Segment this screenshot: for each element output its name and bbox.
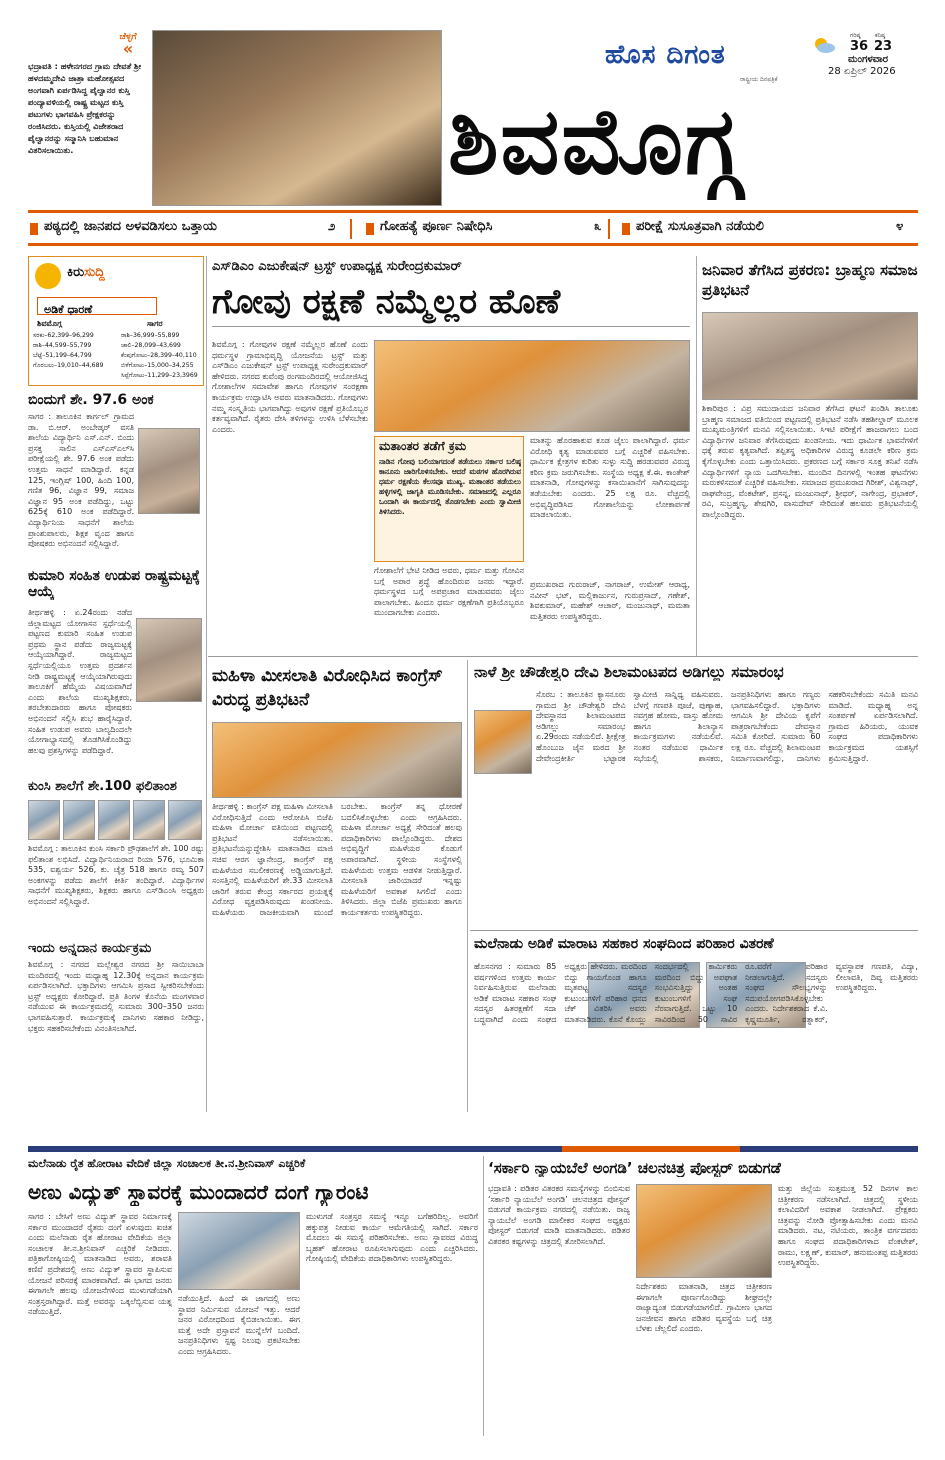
anu-text-c: ಮುಳುಗಡೆ ಸಂತ್ರಸ್ತರ ಸಮಸ್ಯೆ ಇನ್ನೂ ಬಗೆಹರಿದಿಲ್ಲ. ಅವರಿಗೆ ಹಕ್ಕುಪತ್ರ ನೀಡುವ ಕಾರ್ಯ ಆಮೆಗತಿಯಲ್ಲಿ ಸಾಗಿದೆ. ಸರ್ಕಾರ ಮೊದಲು ಈ ಸಮಸ್ಯೆ ಪರಿಹರಿಸಬೇಕು. ಅಣು ಸ್ಥಾವರದ ವಿರುದ್ಧ ಬೃಹತ್ ಹೋರಾಟ ರೂಪಿಸಲಾಗುವುದು ಎಂದು ಎಚ್ಚರಿಸಿದರು. ಗೋಷ್ಠಿಯಲ್ಲಿ ವೇದಿಕೆಯ ಪದಾಧಿಕಾರಿಗಳು ಉಪಸ್ಥಿತರಿದ್ದರು.: [306, 1212, 478, 1264]
bindu-text: ಸಾಗರ : ತಾಲೂಕಿನ ಕಾರ್ಗಲ್ ಗ್ರಾಮದ ಡಾ. ಬಿ.ಆರ್. ಅಂಬೇಡ್ಕರ್ ವಸತಿ ಶಾಲೆಯ ವಿದ್ಯಾರ್ಥಿನಿ ಎಸ್.ಎನ್. ಬಿಂದು ಪ್ರಸಕ್ತ ಸಾಲಿನ ಎಸ್ಎಸ್ಎಲ್‌ಸಿ ಪರೀಕ್ಷೆಯಲ್ಲಿ ಶೇ. 97.6 ಅಂಕ ಪಡೆದು ಉತ್ತಮ ಸಾಧನೆ ಮಾಡಿದ್ದಾರೆ. ಕನ್ನಡ 125, ಇಂಗ್ಲಿಷ್ 100, ಹಿಂದಿ 100, ಗಣಿತ 96, ವಿಜ್ಞಾನ 99, ಸಮಾಜ ವಿಜ್ಞಾನ 95 ಅಂಕ ಪಡೆದಿದ್ದು, ಒಟ್ಟು 625ಕ್ಕೆ 610 ಅಂಕ ಪಡೆದಿದ್ದಾರೆ. ವಿದ್ಯಾರ್ಥಿನಿಯ ಸಾಧನೆಗೆ ಶಾಲೆಯ ಪ್ರಾಂಶುಪಾಲರು, ಶಿಕ್ಷಕ ವೃಂದ ಹಾಗೂ ಪೋಷಕರು ಅಭಿನಂದನೆ ಸಲ್ಲಿಸಿದ್ದಾರೆ.: [28, 412, 134, 549]
teaser-divider: [350, 219, 352, 239]
student-photo: [28, 800, 60, 840]
lead-text-e: ಪ್ರಮುಖರಾದ ಗುರುರಾಜ್, ನಾಗರಾಜ್, ಉಮೇಶ್ ಆರಾಧ್ಯ, ನವೀನ್ ಭಟ್, ಮಲ್ಲಿಕಾರ್ಜುನ, ಗುರುಪ್ರಸಾದ್, ಗಣೇಶ್, ಶಿವಕುಮಾರ್, ಮಹೇಶ್ ಆಚಾರ್, ಮಂಜುನಾಥ್, ಮಮತಾ ಮತ್ತಿತರರು ಉಪಸ್ಥಿತರಿದ್ದರು.: [530, 580, 690, 621]
malenadu-text: ಹೊಸನಗರ : ಸುಮಾರು 85 ವರ್ಷಗಳಿಂದ ಉತ್ತಮ ಕಾರ್ಯ ನಿರ್ವಹಿಸುತ್ತಿರುವ ಮಲೆನಾಡು ಅಡಿಕೆ ಮಾರಾಟ ಸಹಕಾರ ಸಂಘ ಸದಸ್ಯರ ಹಿತರಕ್ಷಣೆಗೆ ಸದಾ ಬದ್ಧವಾಗಿದೆ ಎಂದು ಸಂಘದ ಅಧ್ಯಕ್ಷರು ಹೇಳಿದರು. ಮರದಿಂದ ಬಿದ್ದು ಗಾಯಗೊಂಡ ಹಾಗೂ ಮೃತಪಟ್ಟ ಸದಸ್ಯರ ಕುಟುಂಬಗಳಿಗೆ ಪರಿಹಾರ ಧನದ ಚೆಕ್ ವಿತರಿಸಿ ಅವರು ಮಾತನಾಡಿದರು. ಕೊನೆ ಕೊಯ್ಲು ಸಂದರ್ಭದಲ್ಲಿ ಕಾರ್ಮಿಕರು ಮರದಿಂದ ಬಿದ್ದು ಅಪಘಾತ ಸಂಭವಿಸುತ್ತಿದ್ದು ಅಂತಹ ಕುಟುಂಬಗಳಿಗೆ ಸಂಘ ನೆರವಾಗುತ್ತಿದೆ. ಒಟ್ಟು 10 ಸಾವಿರದಿಂದ 50 ಸಾವಿರ ರೂ.ವರೆಗೆ ಪರಿಹಾರ ನೀಡಲಾಗುತ್ತಿದೆ. ಸದಸ್ಯರು ಸಂಘದ ಸೌಲಭ್ಯಗಳನ್ನು ಸದುಪಯೋಗಪಡಿಸಿಕೊಳ್ಳಬೇಕು ಎಂದರು. ನಿರ್ದೇಶಕರಾದ ಕೆ.ವಿ. ಕೃಷ್ಣಮೂರ್ತಿ, ರತ್ನಾಕರ್, ವ್ಯವಸ್ಥಾಪಕ ಗಣಪತಿ, ವಿದ್ಯಾ, ಲೀಲಾವತಿ, ದಿವ್ಯ ಮತ್ತಿತರರು ಉಪಸ್ಥಿತರಿದ್ದರು.: [474, 962, 918, 1024]
section-rule: [470, 930, 918, 931]
matantara-box: [374, 436, 524, 562]
anu-headline: ಅಣು ವಿದ್ಯುತ್ ಸ್ಥಾವರಕ್ಕೆ ಮುಂದಾದರೆ ದಂಗೆ ಗ್ಯಾರಂಟಿ: [28, 1180, 369, 1204]
teaser-divider: [608, 219, 610, 239]
column-divider: [206, 256, 207, 1112]
teaser-item[interactable]: ಪರೀಕ್ಷೆ ಸುಸೂತ್ರವಾಗಿ ನಡೆಯಲಿ ೪: [620, 217, 918, 241]
mahila-text: ತೀರ್ಥಹಳ್ಳಿ : ಕಾಂಗ್ರೆಸ್ ಪಕ್ಷ ಮಹಿಳಾ ಮೀಸಲಾತಿ ವಿರೋಧಿಸುತ್ತಿದೆ ಎಂದು ಆರೋಪಿಸಿ ಬಿಜೆಪಿ ಮಹಿಳಾ ಮೋರ್ಚಾ ವತಿಯಿಂದ ಪಟ್ಟಣದಲ್ಲಿ ಪ್ರತಿಭಟನೆ ನಡೆಸಲಾಯಿತು. ಪ್ರತಿಭಟನೆಯನ್ನುದ್ದೇಶಿಸಿ ಮಾತನಾಡಿದ ಮಾಜಿ ಸಚಿವ ಆರಗ ಜ್ಞಾನೇಂದ್ರ, ಕಾಂಗ್ರೆಸ್ ಪಕ್ಷ ಮಹಿಳೆಯರ ಸಬಲೀಕರಣಕ್ಕೆ ಅಡ್ಡಿಯಾಗುತ್ತಿದೆ. ಸಂಸತ್ತಿನಲ್ಲಿ ಮಹಿಳೆಯರಿಗೆ ಶೇ.33 ಮೀಸಲಾತಿ ಜಾರಿಗೆ ತರುವ ಕೇಂದ್ರ ಸರ್ಕಾರದ ಪ್ರಯತ್ನಕ್ಕೆ ವಿರೋಧ ವ್ಯಕ್ತಪಡಿಸಿರುವುದು ಖಂಡನೀಯ. ಮಹಿಳೆಯರು ರಾಜಕೀಯವಾಗಿ ಮುಂದೆ ಬರಬೇಕು. ಕಾಂಗ್ರೆಸ್ ತನ್ನ ಧೋರಣೆ ಬದಲಿಸಿಕೊಳ್ಳಬೇಕು ಎಂದು ಆಗ್ರಹಿಸಿದರು. ಮಹಿಳಾ ಮೋರ್ಚಾ ಅಧ್ಯಕ್ಷೆ ಸೇರಿದಂತೆ ಹಲವು ಪದಾಧಿಕಾರಿಗಳು ಪಾಲ್ಗೊಂಡಿದ್ದರು. ದೇಶದ ಅಭಿವೃದ್ಧಿಗೆ ಮಹಿಳೆಯರ ಕೊಡುಗೆ ಅಪಾರವಾಗಿದೆ. ಸ್ಥಳೀಯ ಸಂಸ್ಥೆಗಳಲ್ಲಿ ಮಹಿಳೆಯರು ಉತ್ತಮ ಆಡಳಿತ ನೀಡುತ್ತಿದ್ದಾರೆ. ಮೀಸಲಾತಿ ಜಾರಿಯಾದರೆ ಇನ್ನಷ್ಟು ಮಹಿಳೆಯರಿಗೆ ಅವಕಾಶ ಸಿಗಲಿದೆ ಎಂದು ತಿಳಿಸಿದರು. ಜಿಲ್ಲಾ ಬಿಜೆಪಿ ಪ್ರಮುಖರು ಹಾಗೂ ಕಾರ್ಯಕರ್ತರು ಉಪಸ್ಥಿತರಿದ್ದರು.: [212, 802, 462, 917]
matantara-text: ನಾಡಿನ ಗೋವು ಬಲಿಯಾಗದಂತೆ ತಡೆಯಲು ಸರ್ಕಾರ ಬಲಿಷ್ಠ ಕಾನೂನು ಜಾರಿಗೊಳಿಸಬೇಕು. ಆದರೆ ಮಠಗಳ ಹೊರಗಿರುವ ಧರ್ಮ ರಕ್ಷಣೆಯ ಕೆಲಸವೂ ಮುಖ್ಯ. ಮತಾಂತರ ತಡೆಯಲು ಹಳ್ಳಿಗಳಲ್ಲಿ ಜಾಗೃತಿ ಮೂಡಿಸಬೇಕು. ಸಮಾಜದಲ್ಲಿ ಎಲ್ಲರೂ ಒಂದಾಗಿ ಈ ಕಾರ್ಯದಲ್ಲಿ ತೊಡಗಬೇಕು ಎಂದು ಸ್ವಾಮೀಜಿ ತಿಳಿಸಿದರು.: [379, 457, 521, 516]
bottom-rule: [28, 1146, 918, 1152]
market-sagar: ಸಾಗರ: [147, 319, 163, 328]
section-rule: [208, 656, 918, 657]
nyayabele-text-b: ನಿರ್ದೇಶಕರು ಮಾತನಾಡಿ, ಚಿತ್ರದ ಚಿತ್ರೀಕರಣ ಈಗಾಗಲೇ ಪೂರ್ಣಗೊಂಡಿದ್ದು ಶೀಘ್ರದಲ್ಲೇ ರಾಜ್ಯಾದ್ಯಂತ ಬಿಡುಗಡೆಯಾಗಲಿದೆ. ಗ್ರಾಮೀಣ ಭಾಗದ ಜನಜೀವನ ಹಾಗೂ ಪಡಿತರ ವ್ಯವಸ್ಥೆಯ ಬಗ್ಗೆ ಚಿತ್ರ ಬೆಳಕು ಚೆಲ್ಲಲಿದೆ ಎಂದರು.: [636, 1282, 772, 1334]
anu-photo: [178, 1212, 300, 1290]
top-story-tag: ಚೆಳ್ಳಗೆ «: [108, 32, 148, 58]
student-photo: [98, 800, 130, 840]
issue-date: 28 ಏಪ್ರಿಲ್ 2026: [828, 66, 896, 77]
lead-rule: [212, 326, 690, 327]
wrestlers-photo: [152, 30, 442, 206]
janivara-photo: [702, 312, 918, 400]
market-shivamogga: ಶಿವಮೊಗ್ಗ: [37, 319, 62, 328]
student-photo: [63, 800, 95, 840]
lead-headline: ಗೋವು ರಕ್ಷಣೆ ನಮ್ಮೆಲ್ಲರ ಹೊಣೆ: [212, 282, 561, 322]
teaser-bullet: [30, 223, 38, 235]
weather-icon: [810, 36, 836, 54]
swamiji-photo: [474, 710, 532, 774]
anu-kicker: ಮಲೆನಾಡು ರೈತ ಹೋರಾಟ ವೇದಿಕೆ ಜಿಲ್ಲಾ ಸಂಚಾಲಕ ತೀ.ನ.ಶ್ರೀನಿವಾಸ್ ಎಚ್ಚರಿಕೆ: [28, 1158, 306, 1170]
anu-text-a: ಸಾಗರ : ಬೇಸಿಗೆ ಅಣು ವಿದ್ಯುತ್ ಸ್ಥಾವರ ನಿರ್ಮಾಣಕ್ಕೆ ಸರ್ಕಾರ ಮುಂದಾದರೆ ರೈತರು ದಂಗೆ ಏಳುವುದು ಖಚಿತ ಎಂದು ಮಲೆನಾಡು ರೈತ ಹೋರಾಟ ವೇದಿಕೆಯ ಜಿಲ್ಲಾ ಸಂಚಾಲಕ ತೀ.ನ.ಶ್ರೀನಿವಾಸ್ ಎಚ್ಚರಿಕೆ ನೀಡಿದರು. ಪತ್ರಿಕಾಗೋಷ್ಠಿಯಲ್ಲಿ ಮಾತನಾಡಿದ ಅವರು, ಶರಾವತಿ ಕಣಿವೆ ಪ್ರದೇಶದಲ್ಲಿ ಅಣು ವಿದ್ಯುತ್ ಸ್ಥಾವರ ಸ್ಥಾಪಿಸುವ ಯೋಜನೆ ಪರಿಸರಕ್ಕೆ ಮಾರಕವಾಗಿದೆ. ಈ ಭಾಗದ ಜನರು ಈಗಾಗಲೇ ಹಲವು ಯೋಜನೆಗಳಿಂದ ಮುಳುಗಡೆಯಾಗಿ ಸಂತ್ರಸ್ತರಾಗಿದ್ದಾರೆ. ಮತ್ತೆ ಅವರನ್ನು ಒಕ್ಕಲೆಬ್ಬಿಸುವ ಯತ್ನ ನಡೆಯುತ್ತಿದೆ.: [28, 1212, 172, 1317]
teaser-bullet: [366, 223, 374, 235]
student-photo: [168, 800, 202, 840]
samhita-photo: [136, 618, 202, 702]
samhita-headline: ಕುಮಾರಿ ಸಂಹಿತ ಉಡುಪ ರಾಷ್ಟ್ರಮಟ್ಟಕ್ಕೆ ಆಯ್ಕೆ: [28, 568, 200, 601]
malenadu-headline: ಮಲೆನಾಡು ಅಡಿಕೆ ಮಾರಾಟ ಸಹಕಾರ ಸಂಘದಿಂದ ಪರಿಹಾರ ವಿತರಣೆ: [474, 936, 774, 952]
student-photo: [133, 800, 165, 840]
brand-logo: ಹೊಸ ದಿಗಂತ: [605, 40, 726, 70]
matantara-headline: ಮತಾಂತರ ತಡೆಗೆ ಕ್ರಮ: [379, 440, 467, 453]
temp-min-label: ಕನಿಷ್ಠ: [875, 32, 886, 39]
teaser-item[interactable]: ಪಠ್ಯದಲ್ಲಿ ಜಾನಪದ ಅಳವಡಿಸಲು ಒತ್ತಾಯ ೨: [28, 217, 363, 241]
kaudeshwari-headline: ನಾಳೆ ಶ್ರೀ ಚೌಡೇಶ್ವರಿ ದೇವಿ ಶಿಲಾಮಂಟಪದ ಅಡಿಗಲ್ಲು ಸಮಾರಂಭ: [474, 664, 784, 681]
lead-kicker: ಎಸ್‌ಡಿಎಂ ಎಜುಕೇಷನ್ ಟ್ರಸ್ಟ್ ಉಪಾಧ್ಯಕ್ಷ ಸುರೇಂದ್ರಕುಮಾರ್: [212, 260, 462, 274]
mahila-headline: ಮಹಿಳಾ ಮೀಸಲಾತಿ ವಿರೋಧಿಸಿದ ಕಾಂಗ್ರೆಸ್ ವಿರುದ್ಧ ಪ್ರತಿಭಟನೆ: [212, 666, 443, 710]
kiru-suddi-title: ಕಿರುಸುದ್ದಿ: [67, 265, 105, 280]
column-divider: [696, 256, 697, 656]
kiru-suddi-box: [28, 256, 204, 386]
kumsi-text: ಶಿವಮೊಗ್ಗ : ತಾಲೂಕಿನ ಕುಂಸಿ ಸರ್ಕಾರಿ ಪ್ರೌಢಶಾಲೆಗೆ ಶೇ. 100 ರಷ್ಟು ಫಲಿತಾಂಶ ಲಭಿಸಿದೆ. ವಿದ್ಯಾರ್ಥಿನಿಯರಾದ ರಿಯಾ 576, ಭೂಮಿಕಾ 535, ಐಶ್ವರ್ಯ 526, ಕು. ಚೈತ್ರ 518 ಹಾಗೂ ರಮ್ಯ 507 ಅಂಕಗಳನ್ನು ಪಡೆದು ಶಾಲೆಗೆ ಕೀರ್ತಿ ತಂದಿದ್ದಾರೆ. ವಿದ್ಯಾರ್ಥಿಗಳ ಸಾಧನೆಗೆ ಮುಖ್ಯಶಿಕ್ಷಕರು, ಶಿಕ್ಷಕರು ಹಾಗೂ ಎಸ್‌ಡಿಎಂಸಿ ಅಧ್ಯಕ್ಷರು ಅಭಿನಂದನೆ ಸಲ್ಲಿಸಿದ್ದಾರೆ.: [28, 844, 204, 906]
column-divider: [483, 1156, 484, 1436]
nyayabele-photo: [636, 1184, 772, 1278]
chevron-left-icon: «: [122, 39, 134, 58]
janivara-text: ಶಿಕಾರಿಪುರ : ವಿಪ್ರ ಸಮುದಾಯದ ಜನಿವಾರ ತೆಗೆಸಿದ ಘಟನೆ ಖಂಡಿಸಿ ತಾಲೂಕು ಬ್ರಾಹ್ಮಣ ಸಮಾಜದ ವತಿಯಿಂದ ಪಟ್ಟಣದಲ್ಲಿ ಪ್ರತಿಭಟನೆ ನಡೆಸಿ ತಹಶೀಲ್ದಾರ್ ಮೂಲಕ ಮುಖ್ಯಮಂತ್ರಿಗಳಿಗೆ ಮನವಿ ಸಲ್ಲಿಸಲಾಯಿತು. ಸಿಇಟಿ ಪರೀಕ್ಷೆಗೆ ಹಾಜರಾಗಲು ಬಂದ ವಿದ್ಯಾರ್ಥಿಗಳ ಜನಿವಾರ ತೆಗೆಸಿರುವುದು ಖಂಡನೀಯ. ಇದು ಧಾರ್ಮಿಕ ಭಾವನೆಗಳಿಗೆ ಧಕ್ಕೆ ತರುವ ಕೃತ್ಯವಾಗಿದೆ. ತಪ್ಪಿತಸ್ಥ ಅಧಿಕಾರಿಗಳ ವಿರುದ್ಧ ಕೂಡಲೇ ಕಠಿಣ ಕ್ರಮ ಕೈಗೊಳ್ಳಬೇಕು ಎಂದು ಒತ್ತಾಯಿಸಿದರು. ಪ್ರಕರಣದ ಬಗ್ಗೆ ಸರ್ಕಾರ ಸೂಕ್ತ ತನಿಖೆ ನಡೆಸಿ ವಿದ್ಯಾರ್ಥಿಗಳಿಗೆ ನ್ಯಾಯ ಒದಗಿಸಬೇಕು. ಮುಂದಿನ ದಿನಗಳಲ್ಲಿ ಇಂತಹ ಘಟನೆಗಳು ಮರುಕಳಿಸದಂತೆ ಎಚ್ಚರಿಕೆ ವಹಿಸಬೇಕು. ಸಮಾಜದ ಪ್ರಮುಖರಾದ ಗಿರೀಶ್, ವಿಶ್ವನಾಥ್, ರಾಘವೇಂದ್ರ, ವೆಂಕಟೇಶ್, ಪ್ರಸನ್ನ, ಮಂಜುನಾಥ್, ಶ್ರೀಧರ್, ನಾಗೇಂದ್ರ, ಪ್ರಭಾಕರ್, ರವಿ, ಸುಬ್ರಹ್ಮಣ್ಯ, ಶೇಷಗಿರಿ, ವಾಸುದೇವ್ ಸೇರಿದಂತೆ ಹಲವರು ಪ್ರತಿಭಟನೆಯಲ್ಲಿ ಪಾಲ್ಗೊಂಡಿದ್ದರು.: [702, 404, 918, 519]
lead-text-c: ಗೋಶಾಲೆಗೆ ಭೇಟಿ ನೀಡಿದ ಅವರು, ಧರ್ಮ ಮತ್ತು ಗೋವಿನ ಬಗ್ಗೆ ಅಪಾರ ಶ್ರದ್ಧೆ ಹೊಂದಿರುವ ಜನರು ಇದ್ದಾರೆ. ಧರ್ಮಸ್ಥಳದ ಬಗ್ಗೆ ಅಪಪ್ರಚಾರ ಮಾಡುವವರು ಜೈಲು ಪಾಲಾಗಬೇಕು. ಹಿಂದೂ ಧರ್ಮ ರಕ್ಷಣೆಗಾಗಿ ಪ್ರತಿಯೊಬ್ಬರೂ ಮುಂದಾಗಬೇಕು ಎಂದರು.: [374, 566, 524, 618]
annadana-headline: ಇಂದು ಅನ್ನದಾನ ಕಾರ್ಯಕ್ರಮ: [28, 942, 152, 956]
weekday: ಮಂಗಳವಾರ: [848, 54, 889, 65]
kumsi-photos: [28, 800, 204, 840]
brand-subtitle: ರಾಷ್ಟ್ರೀಯ ದಿನಪತ್ರಿಕೆ: [740, 76, 778, 83]
temp-min: 23: [874, 39, 893, 54]
rates-sagar: ರಾಶಿ–36,999–55,899 ಚಾಲಿ–28,099–43,699 ಕೆಂಪುಗೋಟು–28,399–40,110 ಬಿಳೆಗೋಟು–15,000–34,255 ಸಿಪ್ಪೆಗೋಟು–11,299–23,3969: [121, 332, 198, 379]
bindu-headline: ಬಿಂದುಗೆ ಶೇ. 97.6 ಅಂಕ: [28, 392, 154, 408]
anu-text-b: ನಡೆಯುತ್ತಿದೆ. ಹಿಂದೆ ಈ ಜಾಗದಲ್ಲಿ ಅಣು ಸ್ಥಾವರ ನಿರ್ಮಿಸುವ ಯೋಜನೆ ಇತ್ತು. ಆದರೆ ಜನರ ವಿರೋಧದಿಂದ ಕೈಬಿಡಲಾಯಿತು. ಈಗ ಮತ್ತೆ ಅದೇ ಪ್ರಸ್ತಾವನೆ ಮುನ್ನೆಲೆಗೆ ಬಂದಿದೆ. ಜನಪ್ರತಿನಿಧಿಗಳು ಸ್ಪಷ್ಟ ನಿಲುವು ಪ್ರಕಟಿಸಬೇಕು ಎಂದು ಆಗ್ರಹಿಸಿದರು.: [178, 1294, 300, 1356]
top-story-text: ಭದ್ರಾವತಿ : ಹಳೇನಗರದ ಗ್ರಾಮ ದೇವತೆ ಶ್ರೀ ಹಳದಮ್ಮದೇವಿ ಜಾತ್ರಾ ಮಹೋತ್ಸವದ ಅಂಗವಾಗಿ ಏರ್ಪಡಿಸಿದ್ದ ಪೈಲ್ವಾನರ ಕುಸ್ತಿ ಪಂದ್ಯಾವಳಿಯಲ್ಲಿ ರಾಷ್ಟ್ರ ಮಟ್ಟದ ಕುಸ್ತಿ ಪಟುಗಳು ಭಾಗವಹಿಸಿ ಪ್ರೇಕ್ಷಕರನ್ನು ರಂಜಿಸಿದರು. ಕುಸ್ತಿಯಲ್ಲಿ ವಿಜೇತರಾದ ಪೈಲ್ವಾನರನ್ನು ಸನ್ಮಾನಿಸಿ ಬಹುಮಾನ ವಿತರಿಸಲಾಯಿತು.: [28, 61, 142, 155]
lead-photo: [374, 340, 690, 432]
adike-dharane-label: ಅಡಿಕೆ ಧಾರಣೆ: [37, 297, 157, 315]
bindu-photo: [138, 428, 200, 514]
teaser-bullet: [622, 223, 630, 235]
samhita-text: ತೀರ್ಥಹಳ್ಳಿ : ಏ.24ರಂದು ನಡೆದ ಜಿಲ್ಲಾಮಟ್ಟದ ಯೋಗಾಸನ ಸ್ಪರ್ಧೆಯಲ್ಲಿ ಪಟ್ಟಣದ ಕುಮಾರಿ ಸಂಹಿತ ಉಡುಪ ಪ್ರಥಮ ಸ್ಥಾನ ಪಡೆದು ರಾಜ್ಯಮಟ್ಟಕ್ಕೆ ಆಯ್ಕೆಯಾಗಿದ್ದಾರೆ. ರಾಜ್ಯಮಟ್ಟದ ಸ್ಪರ್ಧೆಯಲ್ಲಿಯೂ ಉತ್ತಮ ಪ್ರದರ್ಶನ ನೀಡಿ ರಾಷ್ಟ್ರಮಟ್ಟಕ್ಕೆ ಆಯ್ಕೆಯಾಗಿರುವುದು ತಾಲೂಕಿಗೆ ಹೆಮ್ಮೆಯ ವಿಷಯವಾಗಿದೆ ಎಂದು ಶಾಲೆಯ ಮುಖ್ಯಶಿಕ್ಷಕರು, ತರಬೇತುದಾರರು ಹಾಗೂ ಪೋಷಕರು ಅಭಿನಂದನೆ ಸಲ್ಲಿಸಿ ಶುಭ ಹಾರೈಸಿದ್ದಾರೆ. ಸಂಹಿತ ಉಡುಪ ಅವರು ಬಾಲ್ಯದಿಂದಲೇ ಯೋಗಾಭ್ಯಾಸದಲ್ಲಿ ತೊಡಗಿಸಿಕೊಂಡಿದ್ದು ಹಲವು ಪ್ರಶಸ್ತಿಗಳನ್ನು ಪಡೆದಿದ್ದಾರೆ.: [28, 608, 132, 755]
teaser-item[interactable]: ಗೋಹತ್ಯೆ ಪೂರ್ಣ ನಿಷೇಧಿಸಿ ೩: [364, 217, 614, 241]
nyayabele-headline: ‘ಸರ್ಕಾರಿ ನ್ಯಾಯಬೆಲೆ ಅಂಗಡಿ’ ಚಲನಚಿತ್ರ ಪೋಸ್ಟರ್ ಬಿಡುಗಡೆ: [488, 1160, 781, 1177]
temp-max: 36: [850, 39, 869, 54]
column-divider: [467, 660, 468, 1112]
teaser-strip: [28, 210, 918, 246]
rates-shivamogga: ಸರಕು–62,399–96,299 ರಾಶಿ–44,599–55,799 ಬೆಟ್ಟೆ–51,199–64,799 ಗೊರಬಲು–19,010–44,689: [33, 332, 104, 369]
nyayabele-text-a: ಭದ್ರಾವತಿ : ಪಡಿತರ ವಿತರಕರ ಸಮಸ್ಯೆಗಳನ್ನು ಬಿಂಬಿಸುವ ‘ಸರ್ಕಾರಿ ನ್ಯಾಯಬೆಲೆ ಅಂಗಡಿ’ ಚಲನಚಿತ್ರದ ಪೋಸ್ಟರ್ ಬಿಡುಗಡೆ ಕಾರ್ಯಕ್ರಮ ನಗರದಲ್ಲಿ ನಡೆಯಿತು. ರಾಜ್ಯ ನ್ಯಾಯಬೆಲೆ ಅಂಗಡಿ ಮಾಲೀಕರ ಸಂಘದ ಅಧ್ಯಕ್ಷರು ಪೋಸ್ಟರ್ ಬಿಡುಗಡೆ ಮಾಡಿ ಮಾತನಾಡಿದರು. ಪಡಿತರ ವಿತರಕರ ಕಷ್ಟಗಳನ್ನು ಚಿತ್ರದಲ್ಲಿ ತೋರಿಸಲಾಗಿದೆ.: [488, 1184, 630, 1246]
kaudeshwari-text: ಸೊರಬ : ತಾಲೂಕಿನ ಕ್ಯಾಸನೂರು ಗ್ರಾಮದ ಶ್ರೀ ಚೌಡೇಶ್ವರಿ ದೇವಿ ದೇವಸ್ಥಾನದ ಶಿಲಾಮಂಟಪದ ಅಡಿಗಲ್ಲು ಸಮಾರಂಭ ಏ.29ರಂದು ನಡೆಯಲಿದೆ. ಶ್ರೀಕ್ಷೇತ್ರ ಹೊಂಬುಜ ಜೈನ ಮಠದ ಶ್ರೀ ದೇವೇಂದ್ರಕೀರ್ತಿ ಭಟ್ಟಾರಕ ಸ್ವಾಮೀಜಿ ಸಾನ್ನಿಧ್ಯ ವಹಿಸುವರು. ಬೆಳಗ್ಗೆ ಗಣಪತಿ ಪೂಜೆ, ಪುಣ್ಯಾಹ, ನವಗ್ರಹ ಹೋಮ, ವಾಸ್ತು ಹೋಮ ಹಾಗೂ ಶಿಲಾನ್ಯಾಸ ಕಾರ್ಯಕ್ರಮಗಳು ನಡೆಯಲಿವೆ. ನಂತರ ನಡೆಯುವ ಧಾರ್ಮಿಕ ಸಭೆಯಲ್ಲಿ ಶಾಸಕರು, ಜನಪ್ರತಿನಿಧಿಗಳು ಹಾಗೂ ಗಣ್ಯರು ಭಾಗವಹಿಸಲಿದ್ದಾರೆ. ಭಕ್ತಾದಿಗಳು ಆಗಮಿಸಿ ಶ್ರೀ ದೇವಿಯ ಕೃಪೆಗೆ ಪಾತ್ರರಾಗಬೇಕೆಂದು ದೇವಸ್ಥಾನ ಸಮಿತಿ ಕೋರಿದೆ. ಸುಮಾರು 60 ಲಕ್ಷ ರೂ. ವೆಚ್ಚದಲ್ಲಿ ಶಿಲಾಮಂಟಪ ನಿರ್ಮಾಣವಾಗಲಿದ್ದು, ದಾನಿಗಳು ಸಹಕರಿಸಬೇಕೆಂದು ಸಮಿತಿ ಮನವಿ ಮಾಡಿದೆ. ಮಧ್ಯಾಹ್ನ ಅನ್ನ ಸಂತರ್ಪಣೆ ಏರ್ಪಡಿಸಲಾಗಿದೆ. ಗ್ರಾಮದ ಹಿರಿಯರು, ಯುವಕ ಸಂಘದ ಪದಾಧಿಕಾರಿಗಳು ಕಾರ್ಯಕ್ರಮದ ಯಶಸ್ಸಿಗೆ ಶ್ರಮಿಸುತ್ತಿದ್ದಾರೆ.: [536, 690, 918, 763]
kumsi-headline: ಕುಂಸಿ ಶಾಲೆಗೆ ಶೇ.100 ಫಲಿತಾಂಶ: [28, 780, 177, 794]
mahila-photo: [212, 722, 462, 798]
lead-text-a: ಶಿವಮೊಗ್ಗ : ಗೋವುಗಳ ರಕ್ಷಣೆ ನಮ್ಮೆಲ್ಲರ ಹೊಣೆ ಎಂದು ಧರ್ಮಸ್ಥಳ ಗ್ರಾಮಾಭಿವೃದ್ಧಿ ಯೋಜನೆಯ ಟ್ರಸ್ಟ್ ಮತ್ತು ಎಸ್‌ಡಿಎಂ ಎಜುಕೇಷನ್ ಟ್ರಸ್ಟ್ ಉಪಾಧ್ಯಕ್ಷ ಸುರೇಂದ್ರಕುಮಾರ್ ಹೇಳಿದರು. ನಗರದ ಕುವೆಂಪು ರಂಗಮಂದಿರದಲ್ಲಿ ಆಯೋಜಿಸಿದ್ದ ಗೋಶಾಲೆಗಳ ಸಮಾವೇಶ ಹಾಗೂ ಗೋವುಗಳ ಸಂರಕ್ಷಣಾ ಕಾರ್ಯಕ್ರಮ ಉದ್ಘಾಟಿಸಿ ಅವರು ಮಾತನಾಡಿದರು. ಗೋವುಗಳು ನಮ್ಮ ಸಂಸ್ಕೃತಿಯ ಭಾಗವಾಗಿದ್ದು ಅವುಗಳ ರಕ್ಷಣೆ ಪ್ರತಿಯೊಬ್ಬರ ಕರ್ತವ್ಯವಾಗಿದೆ. ರೈತರು ದೇಸಿ ತಳಿಗಳನ್ನು ಉಳಿಸಿ ಬೆಳೆಸಬೇಕು ಎಂದರು.: [212, 340, 368, 434]
lead-text-d: ಮಾತನ್ನು ಹೊರಹಾಕುವ ಕೂಡ ಜೈಲು ಪಾಲಾಗಿದ್ದಾರೆ. ಧರ್ಮ ವಿರೋಧಿ ಕೃತ್ಯ ಮಾಡುವವರ ಬಗ್ಗೆ ಎಚ್ಚರಿಕೆ ವಹಿಸಬೇಕು. ಧಾರ್ಮಿಕ ಕ್ಷೇತ್ರಗಳ ಕುರಿತು ಸುಳ್ಳು ಸುದ್ದಿ ಹರಡುವವರ ವಿರುದ್ಧ ಕಠಿಣ ಕ್ರಮ ಜರುಗಿಸಬೇಕು. ಸಂಸ್ಥೆಯ ಅಧ್ಯಕ್ಷ ಕೆ.ಈ. ಕಾಂತೇಶ್ ಮಾತನಾಡಿ, ಗೋವುಗಳನ್ನು ಕಸಾಯಿಖಾನೆಗೆ ಸಾಗಿಸುವುದನ್ನು ತಡೆಯಬೇಕು ಎಂದರು. 25 ಲಕ್ಷ ರೂ. ವೆಚ್ಚದಲ್ಲಿ ಅಭಿವೃದ್ಧಿಪಡಿಸಿದ ಗೋಶಾಲೆಯನ್ನು ಲೋಕಾರ್ಪಣೆ ಮಾಡಲಾಯಿತು.: [530, 436, 690, 520]
temp-max-label: ಗರಿಷ್ಠ: [850, 32, 861, 39]
edition-title: ಶಿವಮೊಗ್ಗ: [448, 88, 742, 195]
hand-icon: [35, 263, 61, 289]
annadana-text: ಶಿವಮೊಗ್ಗ : ನಗರದ ಮಲ್ಲೇಶ್ವರ ನಗರದ ಶ್ರೀ ಸಾಯಿಬಾಬಾ ಮಂದಿರದಲ್ಲಿ ಇಂದು ಮಧ್ಯಾಹ್ನ 12.30ಕ್ಕೆ ಅನ್ನದಾನ ಕಾರ್ಯಕ್ರಮ ಏರ್ಪಡಿಸಲಾಗಿದೆ. ಭಕ್ತಾದಿಗಳು ಆಗಮಿಸಿ ಪ್ರಸಾದ ಸ್ವೀಕರಿಸಬೇಕೆಂದು ಟ್ರಸ್ಟ್ ಅಧ್ಯಕ್ಷರು ಕೋರಿದ್ದಾರೆ. ಪ್ರತಿ ತಿಂಗಳ ಕೊನೆಯ ಮಂಗಳವಾರ ನಡೆಯುವ ಈ ಕಾರ್ಯಕ್ರಮದಲ್ಲಿ ಸುಮಾರು 300–350 ಜನರು ಭಾಗವಹಿಸುತ್ತಾರೆ. ಕಾರ್ಯಕ್ರಮಕ್ಕೆ ದಾನಿಗಳು ಸಹಕಾರ ನೀಡಿದ್ದು, ಭಕ್ತರು ಸಹಕರಿಸಬೇಕೆಂದು ವಿನಂತಿಸಲಾಗಿದೆ.: [28, 960, 204, 1033]
janivara-headline: ಜನಿವಾರ ತೆಗೆಸಿದ ಪ್ರಕರಣ: ಬ್ರಾಹ್ಮಣ ಸಮಾಜ ಪ್ರತಿಭಟನೆ: [702, 261, 918, 299]
nyayabele-text-c: ಮತ್ತು ಜಿಲ್ಲೆಯ ಸುತ್ತಮುತ್ತ 52 ದಿನಗಳ ಕಾಲ ಚಿತ್ರೀಕರಣ ನಡೆಸಲಾಗಿದೆ. ಚಿತ್ರದಲ್ಲಿ ಸ್ಥಳೀಯ ಕಲಾವಿದರಿಗೆ ಅವಕಾಶ ನೀಡಲಾಗಿದೆ. ಪ್ರೇಕ್ಷಕರು ಚಿತ್ರವನ್ನು ನೋಡಿ ಪ್ರೋತ್ಸಾಹಿಸಬೇಕು ಎಂದು ಮನವಿ ಮಾಡಿದರು. ನಟ, ನಟಿಯರು, ತಾಂತ್ರಿಕ ವರ್ಗದವರು ಹಾಗೂ ಸಂಘದ ಪದಾಧಿಕಾರಿಗಳಾದ ವೆಂಕಟೇಶ್, ರಾಮು, ಲಕ್ಷ್ಮಣ್, ಕುಮಾರ್, ಹನುಮಂತಪ್ಪ ಮತ್ತಿತರರು ಉಪಸ್ಥಿತರಿದ್ದರು.: [778, 1184, 918, 1268]
